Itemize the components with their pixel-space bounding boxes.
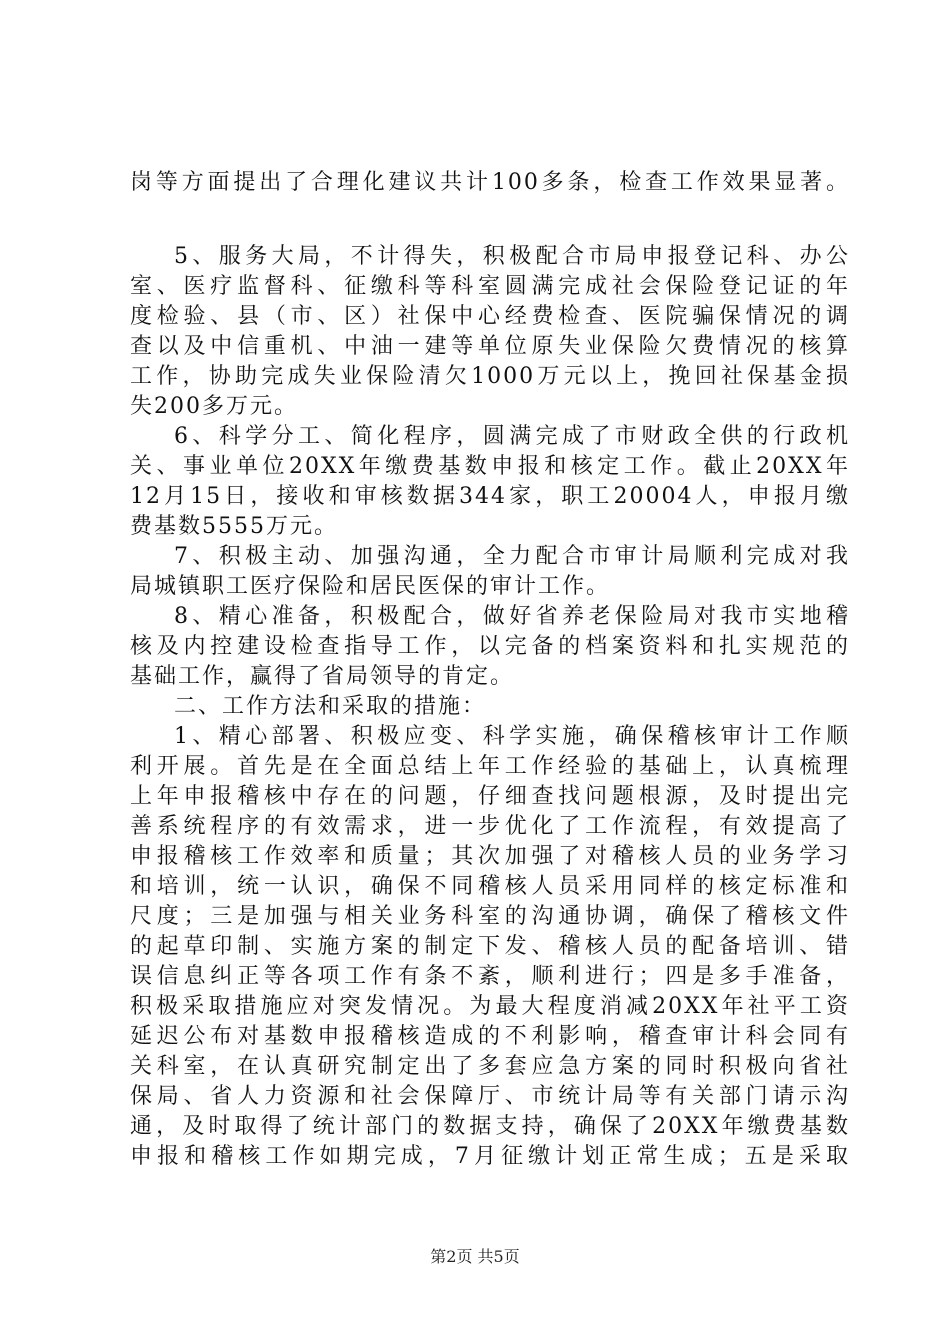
text-line: 核及内控建设检查指导工作，以完备的档案资料和扎实规范的: [130, 634, 850, 659]
text-line: 积极采取措施应对突发情况。为最大程度消减20XX年社平工资: [130, 994, 850, 1019]
text-line: 延迟公布对基数申报稽核造成的不利影响，稽查审计科会同有: [130, 1024, 850, 1049]
text-line: 岗等方面提出了合理化建议共计100多条，检查工作效果显著。: [130, 170, 850, 195]
text-line: 1、精心部署、积极应变、科学实施，确保稽核审计工作顺: [174, 724, 850, 749]
text-line: 上年申报稽核中存在的问题，仔细查找问题根源，及时提出完: [130, 784, 850, 809]
text-line: 7、积极主动、加强沟通，全力配合市审计局顺利完成对我: [174, 544, 850, 569]
text-line: 8、精心准备，积极配合，做好省养老保险局对我市实地稽: [174, 604, 850, 629]
text-line: 尺度；三是加强与相关业务科室的沟通协调，确保了稽核文件: [130, 904, 850, 929]
text-line: 局城镇职工医疗保险和居民医保的审计工作。: [130, 574, 611, 599]
document-body: [130, 168, 850, 1172]
text-line: 费基数5555万元。: [130, 514, 338, 539]
text-line: 5、服务大局，不计得失，积极配合市局申报登记科、办公: [174, 244, 850, 269]
text-line: 关、事业单位20XX年缴费基数申报和核定工作。截止20XX年: [130, 454, 850, 479]
text-line: 工作，协助完成失业保险清欠1000万元以上，挽回社保基金损: [130, 364, 850, 389]
text-line: 的起草印制、实施方案的制定下发、稽核人员的配备培训、错: [130, 934, 850, 959]
text-line: 利开展。首先是在全面总结上年工作经验的基础上，认真梳理: [130, 754, 850, 779]
text-line: 误信息纠正等各项工作有条不紊，顺利进行；四是多手准备，: [130, 964, 850, 989]
text-line: 和培训，统一认识，确保不同稽核人员采用同样的核定标准和: [130, 874, 850, 899]
text-line: 申报和稽核工作如期完成，7月征缴计划正常生成；五是采取: [130, 1144, 850, 1169]
text-line: 申报稽核工作效率和质量；其次加强了对稽核人员的业务学习: [130, 844, 850, 869]
page-number-footer: 第2页 共5页: [430, 1247, 520, 1266]
paragraph-gap: [130, 198, 850, 242]
text-line: 通，及时取得了统计部门的数据支持，确保了20XX年缴费基数: [130, 1114, 850, 1139]
text-line: 失200多万元。: [130, 394, 298, 419]
text-line: 基础工作，赢得了省局领导的肯定。: [130, 664, 515, 689]
section-heading: 二、工作方法和采取的措施：: [174, 694, 487, 719]
text-line: 6、科学分工、简化程序，圆满完成了市财政全供的行政机: [174, 424, 850, 449]
text-line: 关科室，在认真研究制定出了多套应急方案的同时积极向省社: [130, 1054, 850, 1079]
text-line: 12月15日，接收和审核数据344家，职工20004人，申报月缴: [130, 484, 850, 509]
text-line: 查以及中信重机、中油一建等单位原失业保险欠费情况的核算: [130, 334, 850, 359]
text-line: 善系统程序的有效需求，进一步优化了工作流程，有效提高了: [130, 814, 850, 839]
text-line: 保局、省人力资源和社会保障厅、市统计局等有关部门请示沟: [130, 1084, 850, 1109]
text-line: 室、医疗监督科、征缴科等科室圆满完成社会保险登记证的年: [130, 274, 850, 299]
text-line: 度检验、县（市、区）社保中心经费检查、医院骗保情况的调: [130, 304, 850, 329]
